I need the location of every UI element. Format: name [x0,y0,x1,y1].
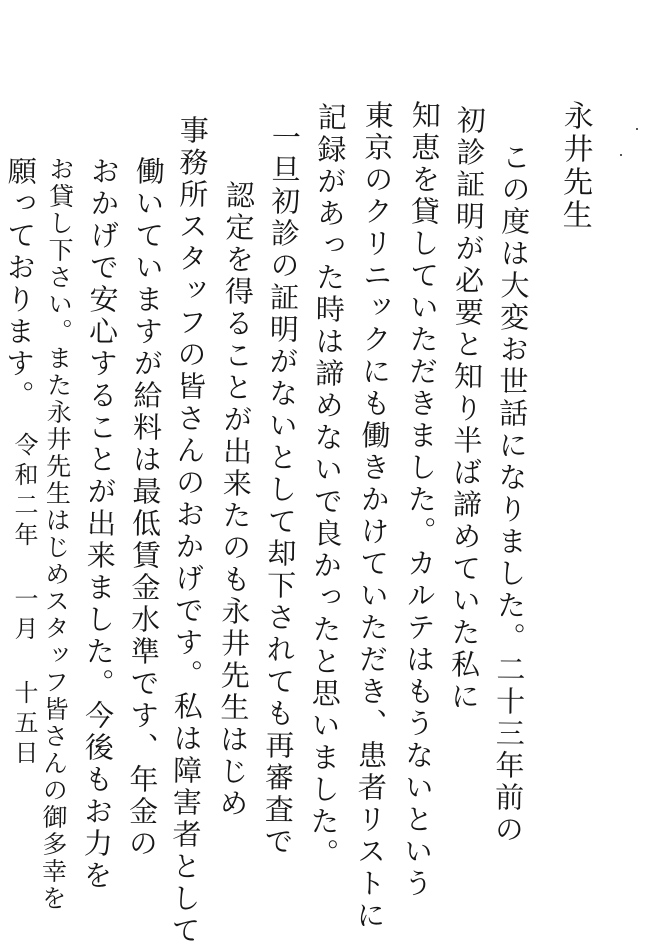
letter-line: この度は大変お世話になりました。二十三年前の [490,141,532,847]
letter-line: 事務所スタッフの皆さんのおかげです。私は障害者として [167,114,210,947]
letter-date: 令和二年 一月 十五日 [10,432,38,770]
letter-line: 働いていますが給料は最低賃金水準です、年金の [124,155,166,861]
letter-line: 願っております。 [1,155,38,413]
letter-line: 東京のクリニックにも働きかけていただき、患者リストに [352,99,395,933]
addressee: 永井先生 [556,99,593,233]
letter-line: 一旦初診の証明がないとして却下されても再審査で [260,121,302,859]
letter-line: 記録があった時は諦めないで良かったと思いました。 [305,101,348,871]
letter-line: おかげで安心することが出来ました。今後もお力を [79,155,121,893]
scan-speck [620,154,622,156]
letter-line: お貸し下さい。また永井先生はじめスタッフ皆さんの御多幸を [38,155,75,913]
letter-line: 知恵を貸していただきました。カルテはもうないという [399,99,442,901]
letter-line: 初診証明が必要と知り半ば諦めていた私に [446,104,487,714]
letter-line: 認定を得ることが出来たのも永井先生はじめ [215,179,256,821]
scan-speck [636,128,638,130]
